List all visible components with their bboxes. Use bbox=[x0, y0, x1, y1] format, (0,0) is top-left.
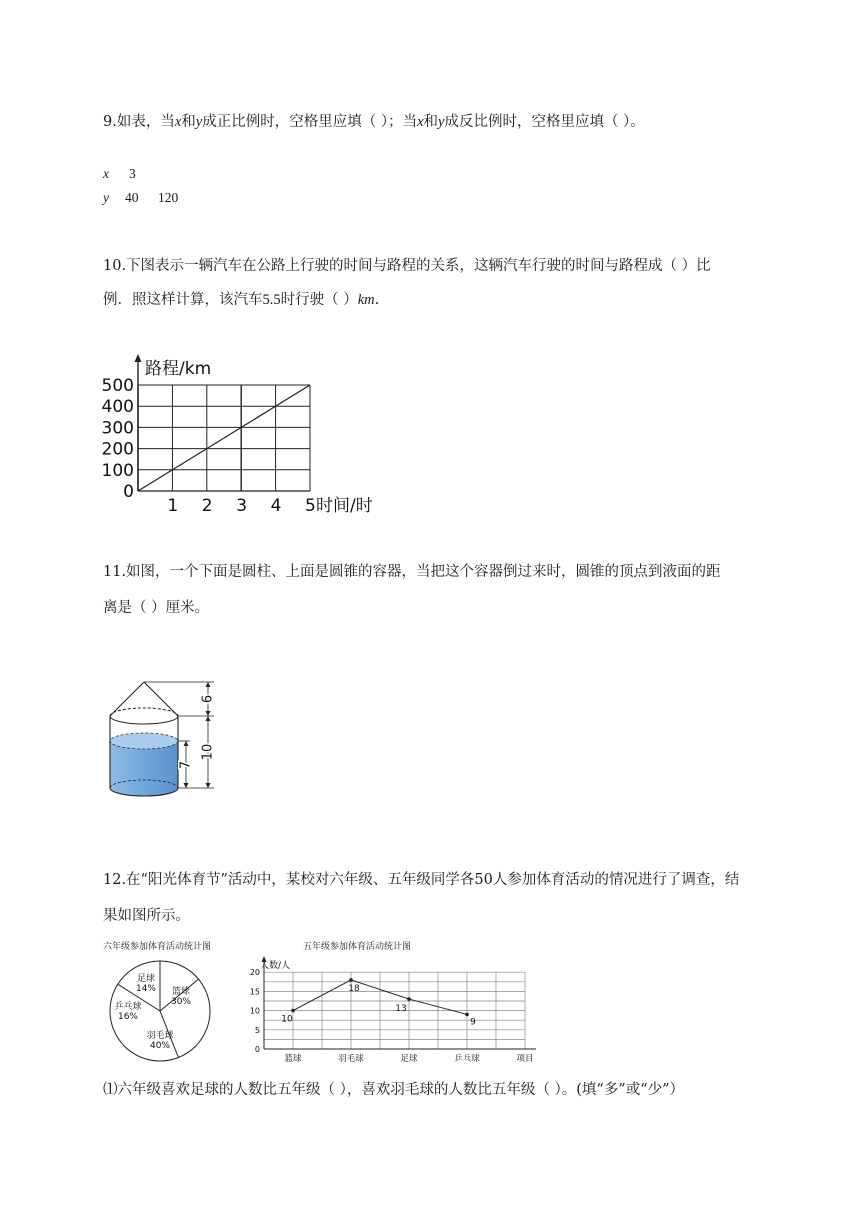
q10-number: 5.5 bbox=[262, 292, 281, 308]
x-category-label: 羽毛球 bbox=[338, 1054, 364, 1064]
question-10-line2 bbox=[103, 290, 379, 310]
x-tick-label: 2 bbox=[201, 496, 213, 516]
q10-text-part: . bbox=[374, 292, 380, 308]
y-tick-label: 0 bbox=[254, 1045, 260, 1054]
pie-slice-label: 乒乓球 bbox=[114, 1002, 142, 1012]
y-tick-label: 10 bbox=[249, 1006, 260, 1016]
q9-table-cell: y bbox=[103, 190, 109, 205]
y-axis-label: 路程/km bbox=[145, 359, 212, 379]
q9-text-part: 成反比例时，空格里应填（ ）。 bbox=[444, 114, 645, 130]
x-axis-label: 时间/时 bbox=[316, 496, 373, 516]
y-tick-label: 100 bbox=[101, 460, 134, 481]
data-label: 9 bbox=[470, 1017, 476, 1028]
y-tick-label: 15 bbox=[249, 987, 260, 997]
data-point bbox=[291, 1009, 295, 1013]
data-line bbox=[138, 385, 310, 491]
y-tick-label: 0 bbox=[123, 482, 134, 502]
y-tick-label: 400 bbox=[101, 397, 134, 418]
y-axis-arrow bbox=[135, 354, 142, 362]
q9-text-part: 和 bbox=[423, 114, 439, 130]
q9-text-part: 成正比例时，空格里应填（ ）；当 bbox=[202, 114, 418, 130]
x-tick-label: 1 bbox=[167, 496, 179, 516]
pie-slice-percent: 14% bbox=[135, 984, 157, 994]
pie-slice-label: 羽毛球 bbox=[146, 1031, 174, 1041]
pie-slice-percent: 16% bbox=[117, 1012, 139, 1022]
pie-slice-percent: 40% bbox=[149, 1041, 171, 1051]
q12-sub-number: ⑴ bbox=[103, 1082, 118, 1098]
x-tick-label: 3 bbox=[236, 496, 248, 516]
x-tick-label: 4 bbox=[270, 496, 282, 516]
q9-var-x: x bbox=[417, 114, 424, 130]
q12-number: 50 bbox=[474, 872, 493, 888]
x-category-label: 足球 bbox=[400, 1054, 418, 1064]
q12-text-part: 12.在“阳光体育节”活动中，某校对六年级、五年级同学各 bbox=[103, 872, 475, 888]
pie-slice-label: 篮球 bbox=[171, 987, 191, 997]
y-tick-label: 300 bbox=[101, 418, 134, 439]
q12-text-part: 人参加体育活动的情况进行了调查，结 bbox=[492, 872, 740, 888]
q9-text-part: 9.如表，当 bbox=[103, 114, 175, 130]
x-category-label: 乒乓球 bbox=[454, 1054, 480, 1064]
q10-text-part: 例．照这样计算，该汽车 bbox=[103, 292, 263, 308]
question-9-text bbox=[103, 112, 645, 132]
x-axis-label: 项目 bbox=[516, 1054, 534, 1064]
q9-text-part: 和 bbox=[181, 114, 196, 130]
line-chart bbox=[236, 955, 536, 1067]
pie-slice-label: 足球 bbox=[136, 974, 156, 984]
q9-var-y: y bbox=[195, 114, 203, 130]
q12-sub-text: 六年级喜欢足球的人数比五年级（ ），喜欢羽毛球的人数比五年级（ ）。(填“多”或“少”） bbox=[117, 1082, 685, 1098]
question-11-line2: 离是（ ）厘米。 bbox=[103, 600, 210, 616]
cone-cylinder-figure bbox=[100, 672, 230, 812]
line-chart-title: 五年级参加体育活动统计图 bbox=[303, 942, 412, 952]
q9-table-cell: x bbox=[103, 166, 109, 181]
pie-chart-title: 六年级参加体育活动统计图 bbox=[103, 942, 212, 952]
question-10-line1: 10.下图表示一辆汽车在公路上行驶的时间与路程的关系，这辆汽车行驶的时间与路程成（ ）比 bbox=[103, 258, 711, 274]
pie-chart bbox=[108, 956, 218, 1066]
data-label: 10 bbox=[281, 1014, 293, 1025]
dimension-label-cone: 6 bbox=[200, 694, 216, 704]
distance-time-chart bbox=[95, 350, 395, 520]
question-12-sub-1 bbox=[103, 1080, 684, 1100]
q10-text-part: 时行驶（ ） bbox=[280, 292, 358, 308]
question-12-line2: 果如图所示。 bbox=[103, 908, 190, 924]
q9-table-cell: 40 bbox=[125, 190, 139, 205]
data-label: 13 bbox=[395, 1004, 407, 1015]
x-tick-label: 5 bbox=[305, 496, 316, 516]
y-tick-label: 20 bbox=[249, 968, 260, 978]
q10-unit: km bbox=[357, 292, 375, 308]
q9-table-cell: 3 bbox=[129, 166, 136, 181]
water-surface bbox=[110, 733, 178, 749]
pie-slice-percent: 30% bbox=[170, 997, 192, 1007]
q9-var-y: y bbox=[438, 114, 445, 130]
y-tick-label: 200 bbox=[101, 439, 134, 460]
data-point bbox=[349, 978, 353, 982]
y-tick-label: 5 bbox=[254, 1025, 260, 1035]
x-category-label: 篮球 bbox=[284, 1054, 302, 1064]
data-point bbox=[407, 997, 411, 1001]
data-point bbox=[465, 1013, 469, 1017]
q9-var-x: x bbox=[174, 114, 182, 130]
dimension-label-water: 7 bbox=[178, 760, 194, 770]
y-tick-label: 500 bbox=[101, 376, 134, 396]
question-12-line1 bbox=[103, 870, 739, 890]
y-axis-label: 人数/人 bbox=[260, 961, 291, 971]
dimension-label-cylinder: 10 bbox=[200, 743, 216, 761]
question-11-line1: 11.如图，一个下面是圆柱、上面是圆锥的容器，当把这个容器倒过来时，圆锥的顶点到液面的距 bbox=[103, 564, 721, 580]
q9-table-cell: 120 bbox=[158, 190, 179, 205]
data-label: 18 bbox=[348, 983, 360, 994]
